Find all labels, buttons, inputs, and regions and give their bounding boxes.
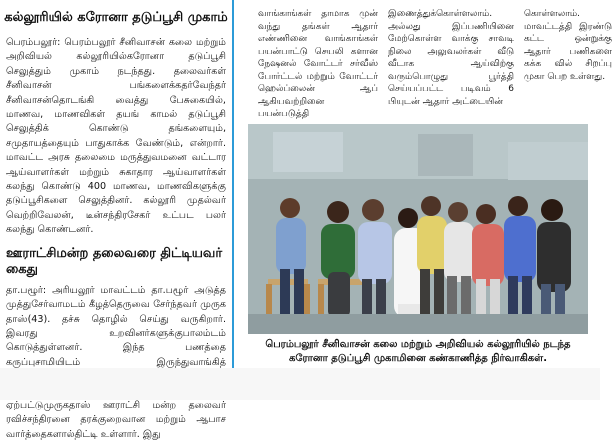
group-photo [248, 124, 588, 334]
left-column [0, 0, 232, 440]
page-bottom-margin [0, 368, 600, 400]
right-top-text [248, 8, 612, 119]
second-article-headline: ஊராட்சிமன்ற தலைவரை திட்டியவர் கைது [6, 245, 223, 277]
photo-caption: பெரம்பலூர் சீனிவாசன் கலை மற்றும் அறிவியல் கல்லூரியில் நடந்த கரோனா தடுப்பூசி முகாமினை கண்காணித்த நிர்வாகிகள். [265, 339, 571, 364]
right-col-1: வாங்காங்கள் தாமாக முன் வந்து தங்கள் ஆதார் எண்ணினை வாங்காங்கள் பயன்பாட்டு செயலி களான நேஷனல் வோட்டர் சர்வீஸ் போர்ட்டல் மற்றும் வோட்டர் ஹெல்ப்லைன் ஆப் ஆகியவற்றினை பயன்படுத்தி [258, 9, 378, 119]
left-article-headline: கல்லூரியில் கரோனா தடுப்பூசி முகாம் [4, 10, 228, 25]
right-column [236, 0, 612, 368]
group-photo-svg [248, 124, 588, 334]
right-col-2: இணைத்துக்கொள்ளலாம். அல்லது இப்பணியினை மேற்கொள்ள வாக்கு சாவடி நிலை அலுவலர்கள் வீடு வீடாக ஆய்விற்கு வரும்பொழுது பூர்த்தி செய்யப்பட்ட படிவம் 6 பியுடன் ஆதார் அட்டையின் [388, 9, 514, 107]
second-article-paragraph: தா.பழூர்: அரியலூர் மாவட்டம் தா.பழூர் அடுத்த முத்துசேர்வாமடம் கீழத்தெருவை சேர்ந்தவர் முருக தாஸ்(43). தச்சு தொழில் செய்து வருகிறார். இவரது உறவினர்களுக்குபாலம்டம் கொடுத்துள்ளனர். இந்த பணத்தை கருப்புசாமியிடம் இருந்துவாங்கித் ஏற்பட்டுமுருகதாஸ் ஊராட்சி மன்ற தலைவர் ரவிச்சந்திரனை தரக்குறைவான மற்றும் ஆபாச வார்த்தைகளால்திட்டி உள்ளார். இது [6, 284, 226, 440]
left-article-paragraph: பெரம்பலூர்: பெரம்பலூர் சீனிவாசன் கலை மற்றும் அறிவியல் கல்லூரியில்கரோனா தடுப்பூசி செலுத்தும் முகாம் நடந்தது. தலைவர்கள் சீனிவாசன் பங்களைக்கதர்வேந்தர் சீனிவாசன்தொடங்கி வைத்து பேசுகையில், மாணவ, மாணவிகள் தயங் காமல் தடுப்பூசி செலுத்திக் கொண்டு தங்களையும், சமுதாயத்தையும் பாதுகாக்க வேண்டும், என்றார். மாவட்ட அரசு தலைமை மருத்துவமனை வட்டார ஆய்வாளர்கள் மற்றும் சுகாதார ஆய்வாளர்கள் கலந்து கொண்டு 400 மாணவ, மாணவிகளுக்கு தடுப்பூசிகளை செலுத்தினர். கல்லூரி முதல்வர் வெற்றிவேலன், டீன்சந்திரசேகர் உட்பட பலர் கலந்து கொண்டனர். [6, 37, 226, 236]
right-col-3: கொள்ளலாம். மாவட்டத்தி இரண்டு கட்ட ஒன்றுக்கு ஆதார் பணிகளை கக்க வில் சிறப்பு முகா பெற உள்ளது. [524, 9, 612, 82]
column-divider [232, 0, 234, 368]
